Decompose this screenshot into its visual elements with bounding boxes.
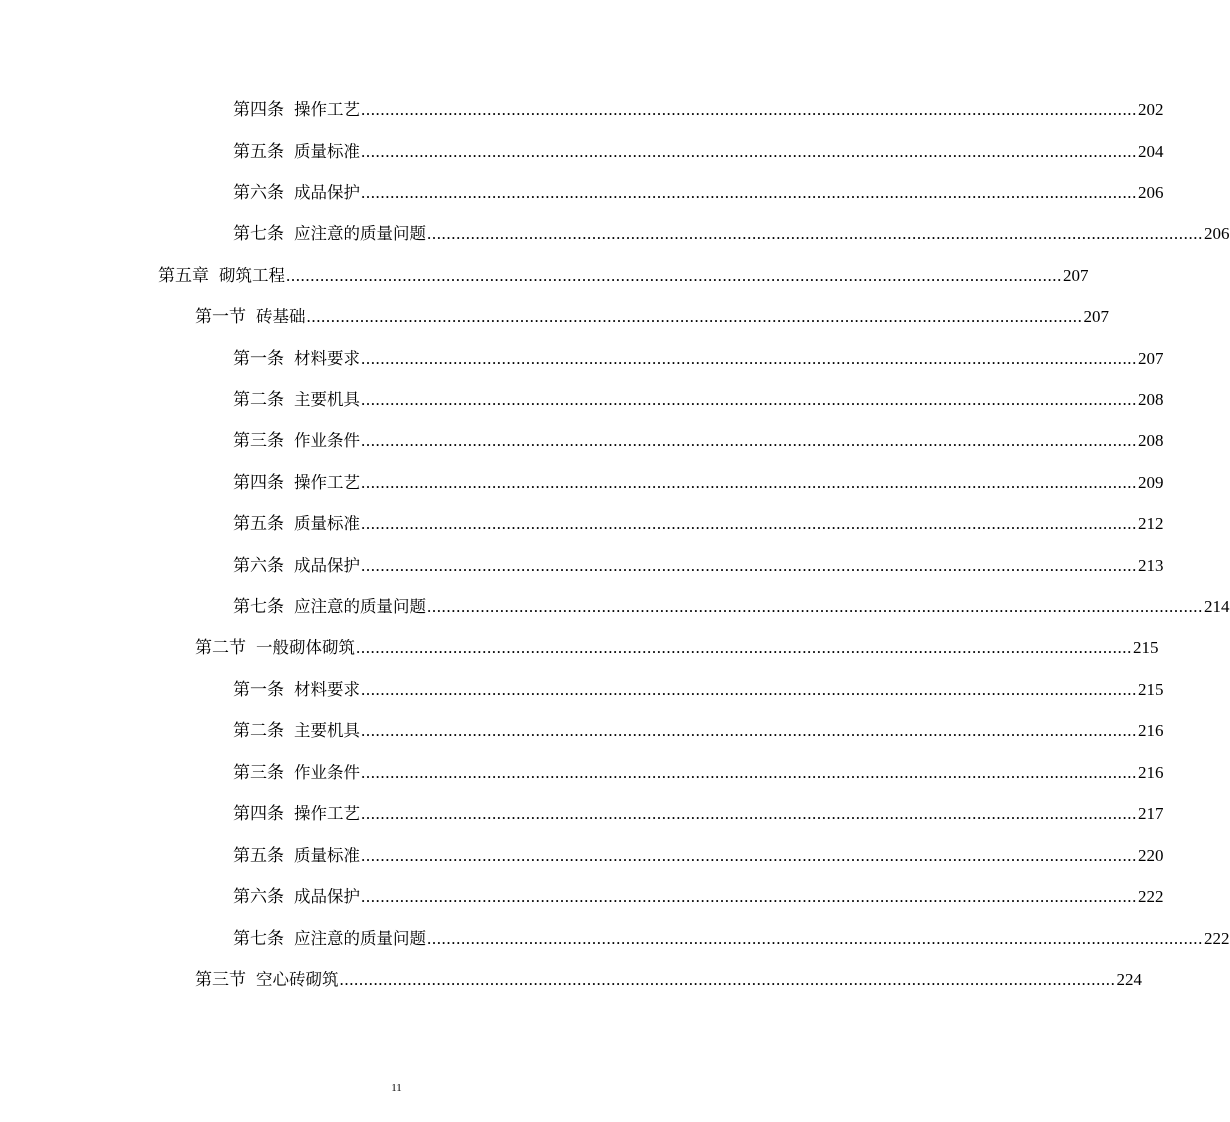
dot-leader: ................................................................................................................................................................: [361, 846, 1137, 865]
entry-title: 砌筑工程: [219, 266, 285, 285]
toc-entry[interactable]: [233, 885, 1164, 909]
entry-label: 第四条: [233, 100, 284, 119]
dot-leader: ................................................................................................................................................................: [361, 183, 1137, 202]
entry-label: 第七条: [233, 929, 284, 948]
entry-title: 材料要求: [294, 680, 360, 699]
entry-page-number: 209: [1138, 473, 1164, 492]
page-number: 11: [391, 1082, 402, 1094]
toc-entry[interactable]: [233, 595, 1230, 619]
entry-title: 一般砌体砌筑: [256, 638, 355, 657]
toc-entry[interactable]: [233, 927, 1230, 951]
entry-label: 第六条: [233, 887, 284, 906]
dot-leader: ................................................................................................................................................................: [361, 887, 1137, 906]
entry-label: 第四条: [233, 473, 284, 492]
entry-title: 砖基础: [256, 307, 306, 326]
entry-label: 第二条: [233, 390, 284, 409]
entry-page-number: 220: [1138, 846, 1164, 865]
entry-label: 第三节: [195, 970, 246, 989]
dot-leader: ................................................................................................................................................................: [361, 721, 1137, 740]
dot-leader: ................................................................................................................................................................: [361, 390, 1137, 409]
toc-entry[interactable]: [233, 181, 1164, 205]
dot-leader: ................................................................................................................................................................: [427, 597, 1203, 616]
entry-page-number: 222: [1138, 887, 1164, 906]
toc-entry[interactable]: [233, 512, 1164, 536]
entry-title: 操作工艺: [294, 473, 360, 492]
entry-title: 主要机具: [294, 390, 360, 409]
entry-title: 质量标准: [294, 142, 360, 161]
dot-leader: ................................................................................................................................................................: [361, 556, 1137, 575]
entry-page-number: 215: [1138, 680, 1164, 699]
entry-page-number: 202: [1138, 100, 1164, 119]
toc-entry[interactable]: [233, 471, 1164, 495]
toc-entry[interactable]: [233, 222, 1230, 246]
dot-leader: ................................................................................................................................................................: [286, 266, 1062, 285]
toc-entry[interactable]: [233, 678, 1164, 702]
entry-title: 成品保护: [294, 556, 360, 575]
entry-page-number: 208: [1138, 431, 1164, 450]
entry-title: 应注意的质量问题: [294, 929, 426, 948]
entry-title: 应注意的质量问题: [294, 224, 426, 243]
toc-entry[interactable]: [158, 264, 1089, 288]
entry-title: 成品保护: [294, 183, 360, 202]
entry-page-number: 207: [1063, 266, 1089, 285]
toc-entry[interactable]: [233, 844, 1164, 868]
entry-label: 第五章: [158, 266, 209, 285]
entry-label: 第一条: [233, 680, 284, 699]
entry-title: 主要机具: [294, 721, 360, 740]
entry-label: 第六条: [233, 556, 284, 575]
entry-title: 作业条件: [294, 763, 360, 782]
entry-label: 第五条: [233, 846, 284, 865]
entry-page-number: 216: [1138, 763, 1164, 782]
toc-entry[interactable]: [233, 429, 1164, 453]
dot-leader: ................................................................................................................................................................: [361, 680, 1137, 699]
entry-label: 第一条: [233, 349, 284, 368]
toc-entry[interactable]: [233, 388, 1164, 412]
dot-leader: ................................................................................................................................................................: [361, 514, 1137, 533]
entry-page-number: 213: [1138, 556, 1164, 575]
entry-page-number: 212: [1138, 514, 1164, 533]
dot-leader: ................................................................................................................................................................: [339, 970, 1116, 989]
entry-label: 第四条: [233, 804, 284, 823]
toc-entry[interactable]: [233, 761, 1164, 785]
entry-label: 第三条: [233, 431, 284, 450]
toc-entry[interactable]: [195, 305, 1109, 329]
dot-leader: ................................................................................................................................................................: [361, 431, 1137, 450]
entry-title: 应注意的质量问题: [294, 597, 426, 616]
entry-page-number: 217: [1138, 804, 1164, 823]
entry-page-number: 224: [1116, 970, 1142, 989]
entry-page-number: 206: [1138, 183, 1164, 202]
dot-leader: ................................................................................................................................................................: [427, 224, 1203, 243]
dot-leader: ................................................................................................................................................................: [361, 100, 1137, 119]
entry-title: 空心砖砌筑: [256, 970, 339, 989]
entry-title: 操作工艺: [294, 100, 360, 119]
entry-page-number: 222: [1204, 929, 1230, 948]
toc-entry[interactable]: [233, 98, 1164, 122]
entry-page-number: 208: [1138, 390, 1164, 409]
entry-label: 第六条: [233, 183, 284, 202]
entry-page-number: 206: [1204, 224, 1230, 243]
entry-page-number: 207: [1083, 307, 1109, 326]
entry-label: 第三条: [233, 763, 284, 782]
dot-leader: ................................................................................................................................................................: [361, 804, 1137, 823]
dot-leader: ................................................................................................................................................................: [356, 638, 1132, 657]
entry-title: 质量标准: [294, 514, 360, 533]
entry-page-number: 214: [1204, 597, 1230, 616]
dot-leader: ................................................................................................................................................................: [361, 763, 1137, 782]
dot-leader: ................................................................................................................................................................: [361, 473, 1137, 492]
entry-label: 第一节: [195, 307, 246, 326]
entry-title: 材料要求: [294, 349, 360, 368]
toc-entry[interactable]: [195, 968, 1142, 992]
entry-page-number: 204: [1138, 142, 1164, 161]
toc-entry[interactable]: [233, 802, 1164, 826]
entry-label: 第二节: [195, 638, 246, 657]
toc-entry[interactable]: [233, 554, 1164, 578]
entry-title: 作业条件: [294, 431, 360, 450]
entry-title: 成品保护: [294, 887, 360, 906]
toc-entry[interactable]: [195, 636, 1159, 660]
entry-title: 质量标准: [294, 846, 360, 865]
entry-label: 第二条: [233, 721, 284, 740]
toc-entry[interactable]: [233, 719, 1164, 743]
entry-label: 第五条: [233, 142, 284, 161]
entry-label: 第五条: [233, 514, 284, 533]
entry-label: 第七条: [233, 224, 284, 243]
entry-page-number: 216: [1138, 721, 1164, 740]
entry-page-number: 215: [1133, 638, 1159, 657]
entry-title: 操作工艺: [294, 804, 360, 823]
dot-leader: ................................................................................................................................................................: [361, 142, 1137, 161]
entry-label: 第七条: [233, 597, 284, 616]
dot-leader: ................................................................................................................................................................: [361, 349, 1137, 368]
dot-leader: ................................................................................................................................................................: [427, 929, 1203, 948]
toc-entry[interactable]: [233, 347, 1164, 371]
dot-leader: ................................................................................................................................................................: [306, 307, 1083, 326]
toc-entry[interactable]: [233, 140, 1164, 164]
entry-page-number: 207: [1138, 349, 1164, 368]
